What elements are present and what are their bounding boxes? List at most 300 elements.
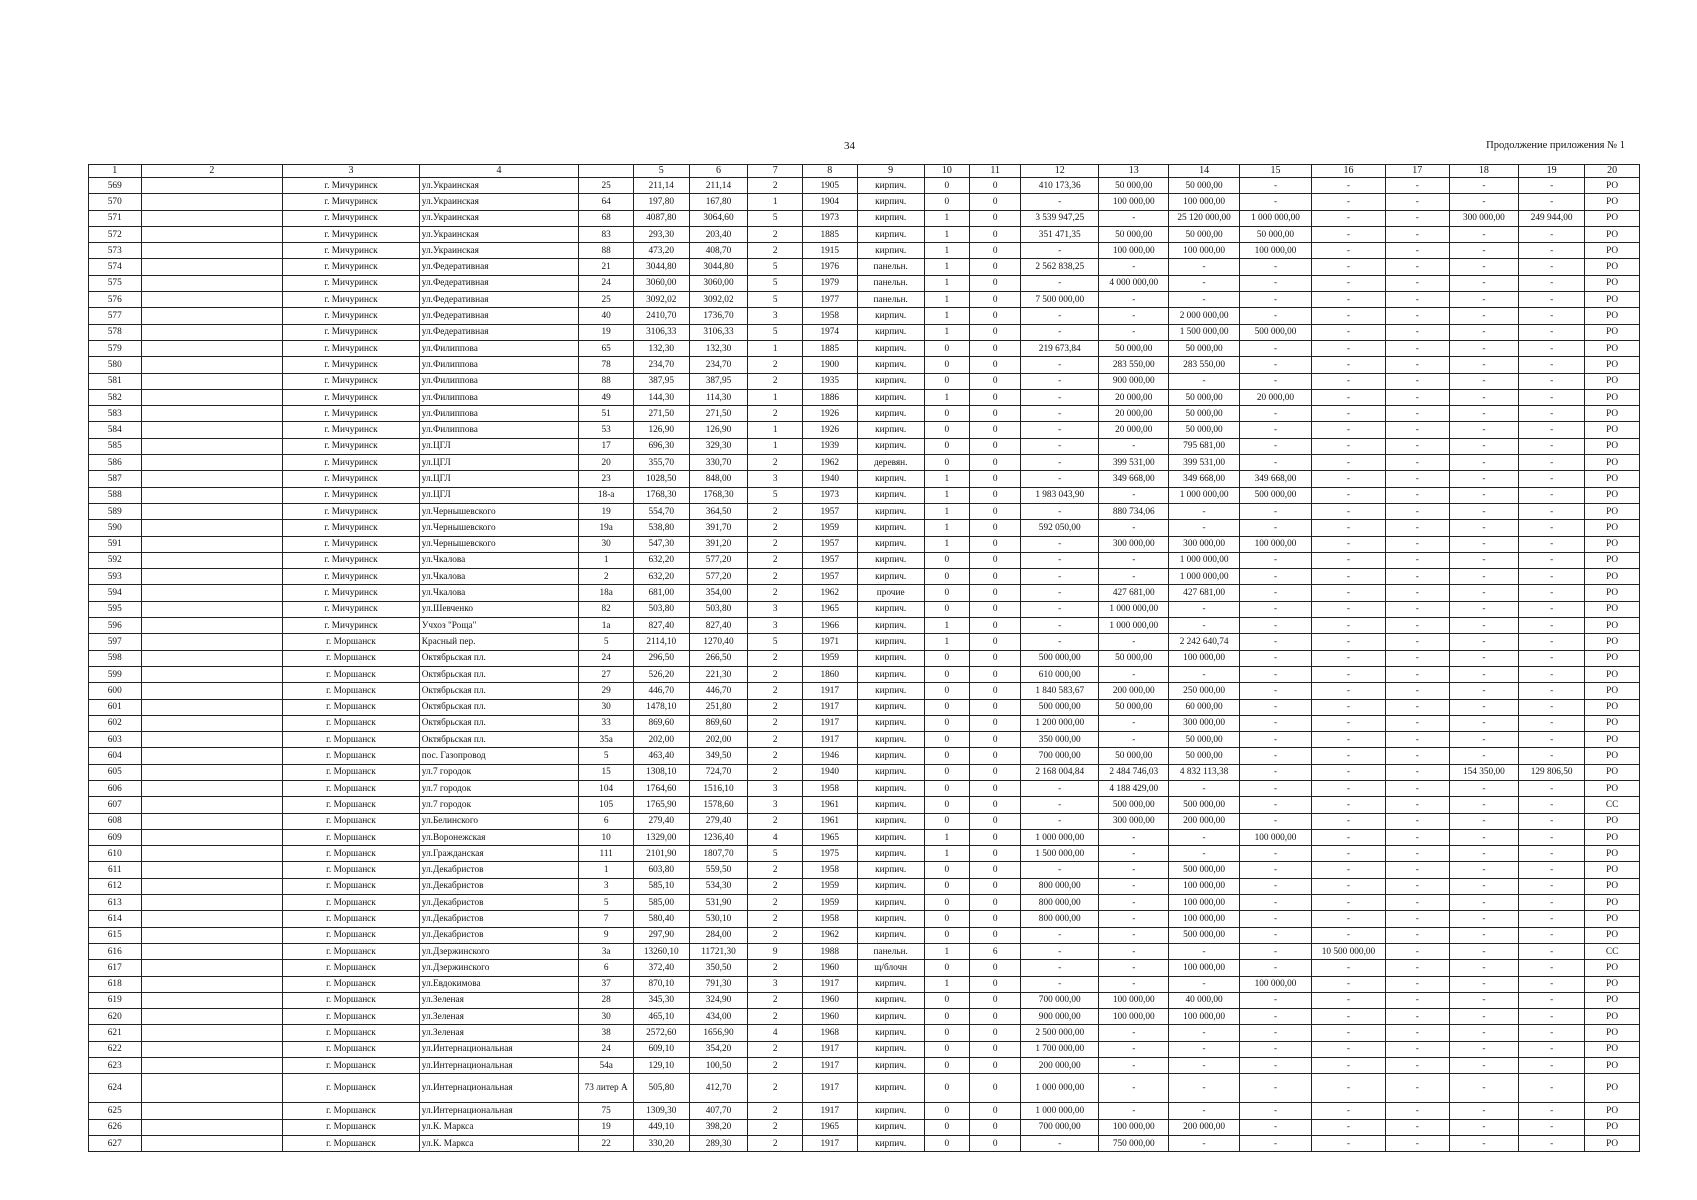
cost-15-cell: - [1239, 552, 1311, 568]
street-cell: ул.Украинская [419, 243, 579, 259]
house-number-cell: 24 [579, 1041, 634, 1057]
house-number-cell: 2 [579, 569, 634, 585]
table-row [89, 552, 1640, 568]
wall-material-cell: кирпич. [857, 520, 924, 536]
column-header: 10 [924, 165, 969, 178]
col-11-cell: 0 [969, 226, 1020, 242]
col-10-cell: 0 [924, 878, 969, 894]
cost-19-cell: - [1519, 846, 1585, 862]
cost-19-cell: 129 806,50 [1519, 764, 1585, 780]
cost-19-cell: - [1519, 1041, 1585, 1057]
col-10-cell: 0 [924, 585, 969, 601]
living-area-cell: 434,00 [689, 1009, 748, 1025]
row-number-cell: 608 [89, 813, 142, 829]
cost-12-cell: 800 000,00 [1021, 895, 1099, 911]
house-number-cell: 65 [579, 340, 634, 356]
col-10-cell: 1 [924, 324, 969, 340]
living-area-cell: 271,50 [689, 406, 748, 422]
col-11-cell: 0 [969, 520, 1020, 536]
cost-13-cell: 100 000,00 [1099, 1119, 1169, 1135]
cost-18-cell: - [1449, 797, 1518, 813]
row-number-cell: 588 [89, 487, 142, 503]
wall-material-cell: кирпич. [857, 422, 924, 438]
cost-13-cell: 20 000,00 [1099, 406, 1169, 422]
year-built-cell: 1961 [802, 813, 857, 829]
cost-14-cell: 500 000,00 [1169, 927, 1239, 943]
cost-19-cell: - [1519, 699, 1585, 715]
living-area-cell: 211,14 [689, 178, 748, 194]
table-row [89, 666, 1640, 682]
city-cell: г. Моршанск [283, 943, 420, 959]
street-cell: ул.Филиппова [419, 340, 579, 356]
floors-cell: 2 [748, 911, 803, 927]
floors-cell: 2 [748, 585, 803, 601]
cost-14-cell: 300 000,00 [1169, 536, 1239, 552]
cost-12-cell: 610 000,00 [1021, 666, 1099, 682]
wall-material-cell: кирпич. [857, 764, 924, 780]
row-number-cell: 617 [89, 960, 142, 976]
cost-18-cell: - [1449, 585, 1518, 601]
total-area-cell: 2101,90 [633, 846, 689, 862]
wall-material-cell: кирпич. [857, 715, 924, 731]
col-10-cell: 1 [924, 634, 969, 650]
cost-16-cell: - [1312, 699, 1386, 715]
living-area-cell: 289,30 [689, 1135, 748, 1151]
col-11-cell: 0 [969, 715, 1020, 731]
cost-13-cell: 100 000,00 [1099, 1009, 1169, 1025]
living-area-cell: 827,40 [689, 618, 748, 634]
city-cell: г. Мичуринск [283, 308, 420, 324]
cost-12-cell: - [1021, 618, 1099, 634]
fund-type-cell: РО [1585, 471, 1640, 487]
cost-19-cell: - [1519, 992, 1585, 1008]
floors-cell: 4 [748, 829, 803, 845]
cost-18-cell: - [1449, 503, 1518, 519]
street-cell: ул.Федеративная [419, 275, 579, 291]
table-row [89, 308, 1640, 324]
floors-cell: 2 [748, 748, 803, 764]
col-11-cell: 0 [969, 178, 1020, 194]
city-cell: г. Моршанск [283, 895, 420, 911]
cost-15-cell: - [1239, 178, 1311, 194]
col-10-cell: 1 [924, 275, 969, 291]
cost-18-cell: - [1449, 976, 1518, 992]
col-10-cell: 0 [924, 1119, 969, 1135]
cost-18-cell: - [1449, 243, 1518, 259]
year-built-cell: 1958 [802, 862, 857, 878]
city-cell: г. Мичуринск [283, 194, 420, 210]
living-area-cell: 329,30 [689, 438, 748, 454]
cost-16-cell: - [1312, 895, 1386, 911]
fund-type-cell: РО [1585, 960, 1640, 976]
cost-17-cell: - [1385, 1025, 1449, 1041]
cost-19-cell: - [1519, 243, 1585, 259]
cost-19-cell: - [1519, 748, 1585, 764]
year-built-cell: 1974 [802, 324, 857, 340]
col-11-cell: 0 [969, 813, 1020, 829]
table-row [89, 422, 1640, 438]
cost-16-cell: - [1312, 862, 1386, 878]
col-11-cell: 0 [969, 275, 1020, 291]
floors-cell: 3 [748, 471, 803, 487]
cost-16-cell: - [1312, 275, 1386, 291]
living-area-cell: 1516,10 [689, 780, 748, 796]
cost-14-cell: - [1169, 1103, 1239, 1119]
col-11-cell: 0 [969, 1041, 1020, 1057]
cost-12-cell: - [1021, 569, 1099, 585]
row-number-cell: 611 [89, 862, 142, 878]
total-area-cell: 372,40 [633, 960, 689, 976]
fund-type-cell: РО [1585, 846, 1640, 862]
cost-18-cell: - [1449, 487, 1518, 503]
total-area-cell: 197,80 [633, 194, 689, 210]
cost-18-cell: - [1449, 406, 1518, 422]
year-built-cell: 1960 [802, 960, 857, 976]
wall-material-cell: кирпич. [857, 389, 924, 405]
cost-16-cell: - [1312, 666, 1386, 682]
col-2-cell [141, 976, 283, 992]
column-header: 8 [802, 165, 857, 178]
wall-material-cell: кирпич. [857, 1103, 924, 1119]
total-area-cell: 3060,00 [633, 275, 689, 291]
cost-15-cell: - [1239, 650, 1311, 666]
cost-12-cell: 1 983 043,90 [1021, 487, 1099, 503]
floors-cell: 2 [748, 503, 803, 519]
col-10-cell: 1 [924, 503, 969, 519]
house-number-cell: 105 [579, 797, 634, 813]
col-11-cell: 0 [969, 666, 1020, 682]
wall-material-cell: кирпич. [857, 797, 924, 813]
table-row [89, 780, 1640, 796]
living-area-cell: 203,40 [689, 226, 748, 242]
cost-15-cell: 1 000 000,00 [1239, 210, 1311, 226]
cost-16-cell: - [1312, 536, 1386, 552]
row-number-cell: 596 [89, 618, 142, 634]
row-number-cell: 609 [89, 829, 142, 845]
house-number-cell: 24 [579, 275, 634, 291]
row-number-cell: 570 [89, 194, 142, 210]
floors-cell: 5 [748, 487, 803, 503]
cost-15-cell: - [1239, 878, 1311, 894]
street-cell: ул.Евдокимова [419, 976, 579, 992]
col-2-cell [141, 210, 283, 226]
cost-14-cell: 500 000,00 [1169, 797, 1239, 813]
cost-13-cell: 4 188 429,00 [1099, 780, 1169, 796]
cost-16-cell: - [1312, 1025, 1386, 1041]
col-10-cell: 0 [924, 406, 969, 422]
year-built-cell: 1915 [802, 243, 857, 259]
cost-18-cell: - [1449, 520, 1518, 536]
row-number-cell: 575 [89, 275, 142, 291]
col-2-cell [141, 797, 283, 813]
cost-18-cell: - [1449, 471, 1518, 487]
col-10-cell: 1 [924, 292, 969, 308]
street-cell: ул.Декабристов [419, 862, 579, 878]
city-cell: г. Мичуринск [283, 243, 420, 259]
cost-15-cell: 100 000,00 [1239, 829, 1311, 845]
cost-18-cell: - [1449, 226, 1518, 242]
cost-14-cell: 1 000 000,00 [1169, 569, 1239, 585]
cost-12-cell: - [1021, 536, 1099, 552]
cost-17-cell: - [1385, 666, 1449, 682]
table-row [89, 194, 1640, 210]
cost-12-cell: 700 000,00 [1021, 1119, 1099, 1135]
column-header: 6 [689, 165, 748, 178]
table-row [89, 992, 1640, 1008]
table-row [89, 976, 1640, 992]
cost-17-cell: - [1385, 780, 1449, 796]
table-row [89, 1135, 1640, 1151]
column-header: 20 [1585, 165, 1640, 178]
house-number-cell: 21 [579, 259, 634, 275]
fund-type-cell: РО [1585, 732, 1640, 748]
column-header [579, 165, 634, 178]
house-number-cell: 30 [579, 536, 634, 552]
col-2-cell [141, 846, 283, 862]
col-2-cell [141, 422, 283, 438]
cost-17-cell: - [1385, 943, 1449, 959]
year-built-cell: 1900 [802, 357, 857, 373]
fund-type-cell: РО [1585, 764, 1640, 780]
cost-17-cell: - [1385, 373, 1449, 389]
fund-type-cell: РО [1585, 780, 1640, 796]
cost-17-cell: - [1385, 618, 1449, 634]
cost-15-cell: 349 668,00 [1239, 471, 1311, 487]
city-cell: г. Моршанск [283, 960, 420, 976]
year-built-cell: 1965 [802, 1119, 857, 1135]
cost-13-cell: 900 000,00 [1099, 373, 1169, 389]
cost-14-cell: 1 000 000,00 [1169, 487, 1239, 503]
year-built-cell: 1959 [802, 895, 857, 911]
col-11-cell: 0 [969, 1009, 1020, 1025]
wall-material-cell: кирпич. [857, 895, 924, 911]
row-number-cell: 610 [89, 846, 142, 862]
fund-type-cell: РО [1585, 487, 1640, 503]
cost-15-cell: - [1239, 503, 1311, 519]
cost-16-cell: - [1312, 601, 1386, 617]
total-area-cell: 585,10 [633, 878, 689, 894]
total-area-cell: 129,10 [633, 1058, 689, 1074]
column-header: 7 [748, 165, 803, 178]
cost-13-cell: - [1099, 210, 1169, 226]
cost-19-cell: - [1519, 1103, 1585, 1119]
year-built-cell: 1976 [802, 259, 857, 275]
living-area-cell: 251,80 [689, 699, 748, 715]
living-area-cell: 531,90 [689, 895, 748, 911]
cost-17-cell: - [1385, 927, 1449, 943]
cost-13-cell: - [1099, 960, 1169, 976]
cost-16-cell: - [1312, 569, 1386, 585]
cost-14-cell: 1 000 000,00 [1169, 552, 1239, 568]
cost-17-cell: - [1385, 764, 1449, 780]
year-built-cell: 1917 [802, 1135, 857, 1151]
col-11-cell: 0 [969, 699, 1020, 715]
cost-12-cell: - [1021, 927, 1099, 943]
living-area-cell: 3106,33 [689, 324, 748, 340]
col-2-cell [141, 259, 283, 275]
col-10-cell: 0 [924, 357, 969, 373]
total-area-cell: 580,40 [633, 911, 689, 927]
city-cell: г. Моршанск [283, 976, 420, 992]
row-number-cell: 598 [89, 650, 142, 666]
house-number-cell: 37 [579, 976, 634, 992]
col-10-cell: 0 [924, 373, 969, 389]
cost-17-cell: - [1385, 389, 1449, 405]
house-number-cell: 19 [579, 503, 634, 519]
total-area-cell: 3092,02 [633, 292, 689, 308]
cost-15-cell: - [1239, 1041, 1311, 1057]
col-11-cell: 0 [969, 471, 1020, 487]
cost-16-cell: - [1312, 455, 1386, 471]
col-2-cell [141, 455, 283, 471]
wall-material-cell: кирпич. [857, 846, 924, 862]
col-11-cell: 0 [969, 1074, 1020, 1103]
col-2-cell [141, 406, 283, 422]
cost-17-cell: - [1385, 210, 1449, 226]
street-cell: ул.Шевченко [419, 601, 579, 617]
cost-15-cell: - [1239, 780, 1311, 796]
floors-cell: 2 [748, 226, 803, 242]
year-built-cell: 1966 [802, 618, 857, 634]
cost-15-cell: 100 000,00 [1239, 536, 1311, 552]
col-10-cell: 1 [924, 943, 969, 959]
row-number-cell: 597 [89, 634, 142, 650]
year-built-cell: 1968 [802, 1025, 857, 1041]
cost-12-cell: - [1021, 324, 1099, 340]
col-2-cell [141, 178, 283, 194]
cost-17-cell: - [1385, 324, 1449, 340]
col-10-cell: 1 [924, 829, 969, 845]
cost-14-cell: 100 000,00 [1169, 878, 1239, 894]
cost-18-cell: - [1449, 340, 1518, 356]
row-number-cell: 585 [89, 438, 142, 454]
col-11-cell: 0 [969, 585, 1020, 601]
fund-type-cell: РО [1585, 357, 1640, 373]
cost-18-cell: - [1449, 992, 1518, 1008]
total-area-cell: 2410,70 [633, 308, 689, 324]
cost-16-cell: - [1312, 520, 1386, 536]
fund-type-cell: РО [1585, 895, 1640, 911]
total-area-cell: 297,90 [633, 927, 689, 943]
table-row [89, 618, 1640, 634]
row-number-cell: 600 [89, 683, 142, 699]
col-11-cell: 0 [969, 878, 1020, 894]
col-2-cell [141, 357, 283, 373]
cost-17-cell: - [1385, 226, 1449, 242]
wall-material-cell: кирпич. [857, 862, 924, 878]
total-area-cell: 632,20 [633, 552, 689, 568]
col-11-cell: 0 [969, 927, 1020, 943]
street-cell: ул.Чернышевского [419, 520, 579, 536]
house-number-cell: 49 [579, 389, 634, 405]
wall-material-cell: кирпич. [857, 471, 924, 487]
cost-13-cell: 50 000,00 [1099, 178, 1169, 194]
row-number-cell: 574 [89, 259, 142, 275]
floors-cell: 2 [748, 1009, 803, 1025]
row-number-cell: 573 [89, 243, 142, 259]
house-number-cell: 64 [579, 194, 634, 210]
fund-type-cell: РО [1585, 748, 1640, 764]
cost-19-cell: - [1519, 1135, 1585, 1151]
table-row [89, 1009, 1640, 1025]
col-2-cell [141, 243, 283, 259]
col-10-cell: 0 [924, 862, 969, 878]
cost-14-cell: 100 000,00 [1169, 650, 1239, 666]
living-area-cell: 391,70 [689, 520, 748, 536]
house-number-cell: 82 [579, 601, 634, 617]
wall-material-cell: панельн. [857, 943, 924, 959]
wall-material-cell: кирпич. [857, 1025, 924, 1041]
total-area-cell: 387,95 [633, 373, 689, 389]
wall-material-cell: кирпич. [857, 1135, 924, 1151]
cost-14-cell: 50 000,00 [1169, 389, 1239, 405]
col-10-cell: 0 [924, 927, 969, 943]
cost-16-cell: - [1312, 471, 1386, 487]
fund-type-cell: РО [1585, 618, 1640, 634]
floors-cell: 3 [748, 780, 803, 796]
table-body [89, 178, 1640, 1152]
cost-16-cell: - [1312, 748, 1386, 764]
cost-14-cell: 50 000,00 [1169, 422, 1239, 438]
cost-13-cell: - [1099, 829, 1169, 845]
cost-18-cell: - [1449, 569, 1518, 585]
cost-18-cell: - [1449, 715, 1518, 731]
col-11-cell: 0 [969, 650, 1020, 666]
total-area-cell: 330,20 [633, 1135, 689, 1151]
total-area-cell: 126,90 [633, 422, 689, 438]
living-area-cell: 202,00 [689, 732, 748, 748]
cost-14-cell: - [1169, 829, 1239, 845]
table-row [89, 275, 1640, 291]
cost-12-cell: 1 000 000,00 [1021, 1074, 1099, 1103]
house-number-cell: 22 [579, 1135, 634, 1151]
total-area-cell: 681,00 [633, 585, 689, 601]
cost-14-cell: 300 000,00 [1169, 715, 1239, 731]
cost-17-cell: - [1385, 1041, 1449, 1057]
year-built-cell: 1958 [802, 780, 857, 796]
cost-14-cell: 100 000,00 [1169, 1009, 1239, 1025]
table-row [89, 829, 1640, 845]
col-2-cell [141, 895, 283, 911]
city-cell: г. Моршанск [283, 683, 420, 699]
column-header: 9 [857, 165, 924, 178]
cost-19-cell: - [1519, 552, 1585, 568]
total-area-cell: 211,14 [633, 178, 689, 194]
row-number-cell: 586 [89, 455, 142, 471]
total-area-cell: 473,20 [633, 243, 689, 259]
cost-15-cell: - [1239, 357, 1311, 373]
cost-15-cell: - [1239, 455, 1311, 471]
city-cell: г. Моршанск [283, 780, 420, 796]
table-row [89, 878, 1640, 894]
cost-14-cell: - [1169, 1025, 1239, 1041]
house-number-cell: 3а [579, 943, 634, 959]
cost-14-cell: 1 500 000,00 [1169, 324, 1239, 340]
total-area-cell: 355,70 [633, 455, 689, 471]
street-cell: ул.ЦГЛ [419, 455, 579, 471]
cost-13-cell: 100 000,00 [1099, 194, 1169, 210]
wall-material-cell: кирпич. [857, 194, 924, 210]
street-cell: ул.ЦГЛ [419, 487, 579, 503]
living-area-cell: 391,20 [689, 536, 748, 552]
col-10-cell: 1 [924, 389, 969, 405]
living-area-cell: 559,50 [689, 862, 748, 878]
wall-material-cell: кирпич. [857, 683, 924, 699]
row-number-cell: 607 [89, 797, 142, 813]
cost-12-cell: - [1021, 552, 1099, 568]
cost-12-cell: - [1021, 275, 1099, 291]
floors-cell: 2 [748, 666, 803, 682]
